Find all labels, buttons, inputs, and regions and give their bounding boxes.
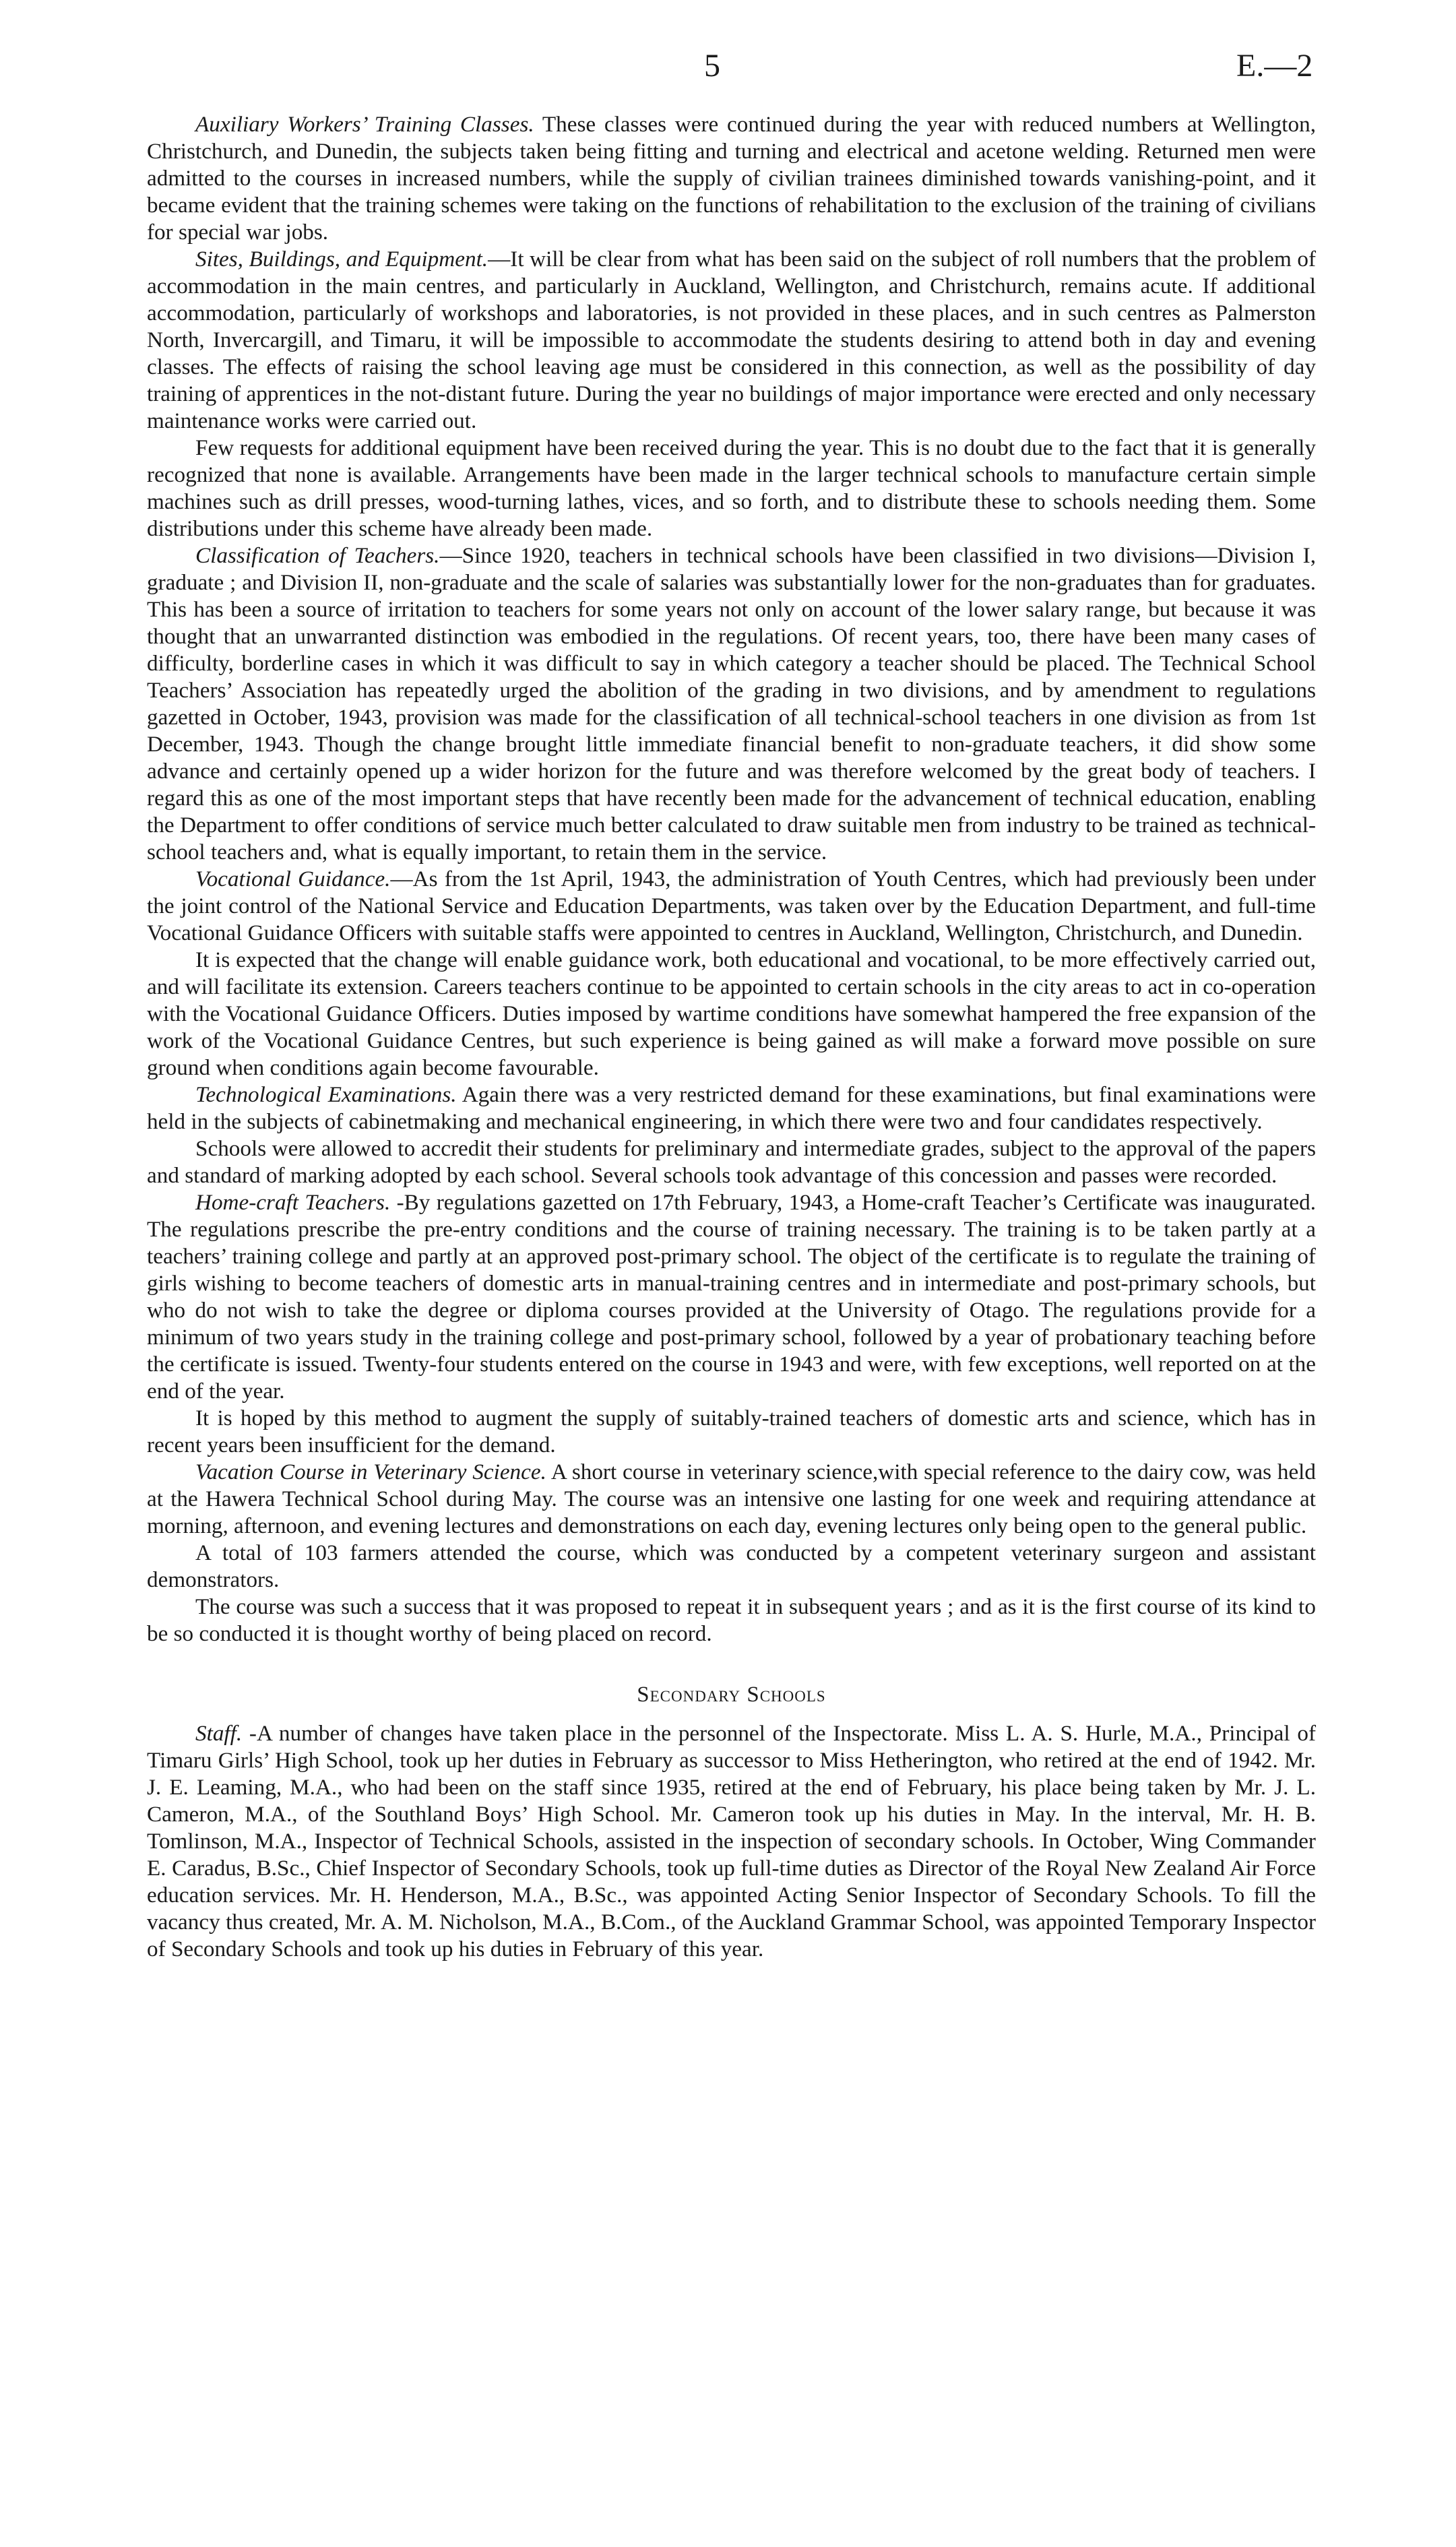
paragraph <box>147 947 1316 1081</box>
paragraph-text: -A number of changes have taken place in the personnel of the Inspectorate. Miss L. A. S. Hurle, M.A., Principal of Timaru Girls’ High School, took up her duties in February as successor to Miss Hetherington, who retired at the end of 1942. Mr. J. E. Leaming, M.A., who had been on the staff since 1935, retired at the end of February, his place being taken by Mr. J. L. Cameron, M.A., of the Southland Boys’ High School. Mr. Cameron took up his duties in May. In the interval, Mr. H. B. Tomlinson, M.A., Inspector of Technical Schools, assisted in the inspection of secondary schools. In October, Wing Commander E. Caradus, B.Sc., Chief Inspector of Secondary Schools, took up full-time duties as Director of the Royal New Zealand Air Force education services. Mr. H. Henderson, M.A., B.Sc., was appointed Acting Senior Inspector of Secondary Schools. To fill the vacancy thus created, Mr. A. M. Nicholson, M.A., B.Com., of the Auckland Grammar School, was appointed Temporary Inspector of Secondary Schools and took up his duties in February of this year. <box>147 1721 1316 1961</box>
paragraph <box>147 866 1316 947</box>
paragraph-heading: Technological Examinations. <box>195 1082 457 1107</box>
paragraph <box>147 1540 1316 1594</box>
page-number: 5 <box>704 48 720 84</box>
paragraph <box>147 1594 1316 1647</box>
paragraph-heading: Sites, Buildings, and Equipment. <box>195 247 488 272</box>
paragraph <box>147 111 1316 246</box>
document-reference: E.—2 <box>1236 48 1313 84</box>
paragraph-heading: Vocational Guidance. <box>195 867 391 891</box>
paragraph-heading: Staff. <box>195 1721 243 1746</box>
paragraph <box>147 1720 1316 1963</box>
paragraph-text: —It will be clear from what has been said on the subject of roll numbers that the problem of accommodation in the main centres, and particularly in Auckland, Wellington, and Christchurch, remains acute. If additional accommodation, particularly of workshops and laboratories, is not provided in these places, and in such centres as Palmerston North, Invercargill, and Timaru, it will be impossible to accommodate the students desiring to attend both in day and evening classes. The effects of raising the school leaving age must be considered in this connection, as well as the possibility of day training of apprentices in the not-distant future. During the year no buildings of major importance were erected and only necessary maintenance works were carried out. <box>147 247 1316 433</box>
paragraph <box>147 1189 1316 1405</box>
paragraph-text: The course was such a success that it was proposed to repeat it in subsequent years ; and as it is the first course of its kind to be so conducted it is thought worthy of being placed on record. <box>147 1594 1316 1646</box>
paragraph <box>147 435 1316 542</box>
paragraph <box>147 246 1316 435</box>
paragraph-text: Again there was a very restricted demand for these examinations, but final examinations were held in the subjects of cabinetmaking and mechanical engineering, in which there were two and four candidates respectively. <box>147 1082 1316 1134</box>
paragraph <box>147 1459 1316 1540</box>
paragraph <box>147 542 1316 866</box>
paragraph-text: Few requests for additional equipment have been received during the year. This is no doubt due to the fact that it is generally recognized that none is available. Arrangements have been made in the larger technical schools to manufacture certain simple machines such as drill presses, wood-turning lathes, vices, and so forth, and to distribute these to schools needing them. Some distributions under this scheme have already been made. <box>147 435 1316 541</box>
paragraph-text: It is hoped by this method to augment the supply of suitably-trained teachers of domestic arts and science, which has in recent years been insufficient for the demand. <box>147 1406 1316 1457</box>
paragraph-heading: Vacation Course in Veterinary Science. <box>195 1459 546 1484</box>
paragraph-text: It is expected that the change will enable guidance work, both educational and vocational, to be more effectively carried out, and will facilitate its extension. Careers teachers continue to be appointed to certain schools in the city areas to act in co-operation with the Vocational Guidance Officers. Duties imposed by wartime conditions have somewhat hampered the free expansion of the work of the Vocational Guidance Centres, but such experience is being gained as will make a forward move possible on sure ground when conditions again become favourable. <box>147 947 1316 1080</box>
paragraph <box>147 1081 1316 1135</box>
paragraph-text: —As from the 1st April, 1943, the administration of Youth Centres, which had previously been under the joint control of the National Service and Education Departments, was taken over by the Education Department, and full-time Vocational Guidance Officers with suitable staffs were appointed to centres in Auckland, Wellington, Christchurch, and Dunedin. <box>147 867 1316 945</box>
paragraph-heading: Home-craft Teachers. <box>195 1190 391 1215</box>
paragraph-heading: Auxiliary Workers’ Training Classes. <box>195 112 534 137</box>
paragraph-text: -By regulations gazetted on 17th February, 1943, a Home-craft Teacher’s Certificate was inaugurated. The regulations prescribe the pre-entry conditions and the course of training necessary. The training is to be taken partly at a teachers’ training college and partly at an approved post-primary school. The object of the certificate is to regulate the training of girls wishing to become teachers of domestic arts in manual-training centres and in intermediate and post-primary schools, but who do not wish to take the degree or diploma courses provided at the University of Otago. The regulations provide for a minimum of two years study in the training college and post-primary school, followed by a year of probationary teaching before the certificate is issued. Twenty-four students entered on the course in 1943 and were, with few exceptions, well reported on at the end of the year. <box>147 1190 1316 1404</box>
paragraph-text: A short course in veterinary science,with special reference to the dairy cow, was held at the Hawera Technical School during May. The course was an intensive one lasting for one week and requiring attendance at morning, afternoon, and evening lectures and demonstrations on each day, evening lectures only being open to the general public. <box>147 1459 1316 1538</box>
paragraph-heading: Classification of Teachers. <box>195 543 440 568</box>
paragraph-text: A total of 103 farmers attended the course, which was conducted by a competent veterinary surgeon and assistant demonstrators. <box>147 1540 1316 1592</box>
paragraph-text: These classes were continued during the year with reduced numbers at Wellington, Christchurch, and Dunedin, the subjects taken being fitting and turning and electrical and acetone welding. Returned men were admitted to the courses in increased numbers, while the supply of civilian trainees diminished towards vanishing-point, and it became evident that the training schemes were taking on the functions of rehabilitation to the exclusion of the training of civilians for special war jobs. <box>147 112 1316 245</box>
paragraph-text: Schools were allowed to accredit their students for preliminary and intermediate grades, subject to the approval of the papers and standard of marking adopted by each school. Several schools took advantage of this concession and passes were recorded. <box>147 1136 1316 1188</box>
paragraph <box>147 1135 1316 1189</box>
section-title-secondary-schools: Secondary Schools <box>637 1683 826 1707</box>
paragraph <box>147 1405 1316 1459</box>
paragraph-text: —Since 1920, teachers in technical schools have been classified in two divisions—Division I, graduate ; and Division II, non-graduate and the scale of salaries was substantially lower for the non-graduates than for graduates. This has been a source of irritation to teachers for some years not only on account of the lower salary range, but because it was thought that an unwarranted distinction was embodied in the regulations. Of recent years, too, there have been many cases of difficulty, borderline cases in which it was difficult to say in which category a teacher should be placed. The Technical School Teachers’ Association has repeatedly urged the abolition of the grading in two divisions, and by amendment to regulations gazetted in October, 1943, provision was made for the classification of all technical-school teachers in one division as from 1st December, 1943. Though the change brought little immediate financial benefit to non-graduate teachers, it did show some advance and certainly opened up a wider horizon for the future and was therefore welcomed by the great body of teachers. I regard this as one of the most important steps that have recently been made for the advancement of technical education, enabling the Department to offer conditions of service much better calculated to draw suitable men from industry to be trained as technical-school teachers and, what is equally important, to retain them in the service. <box>147 543 1317 864</box>
body-text <box>147 111 1316 1963</box>
